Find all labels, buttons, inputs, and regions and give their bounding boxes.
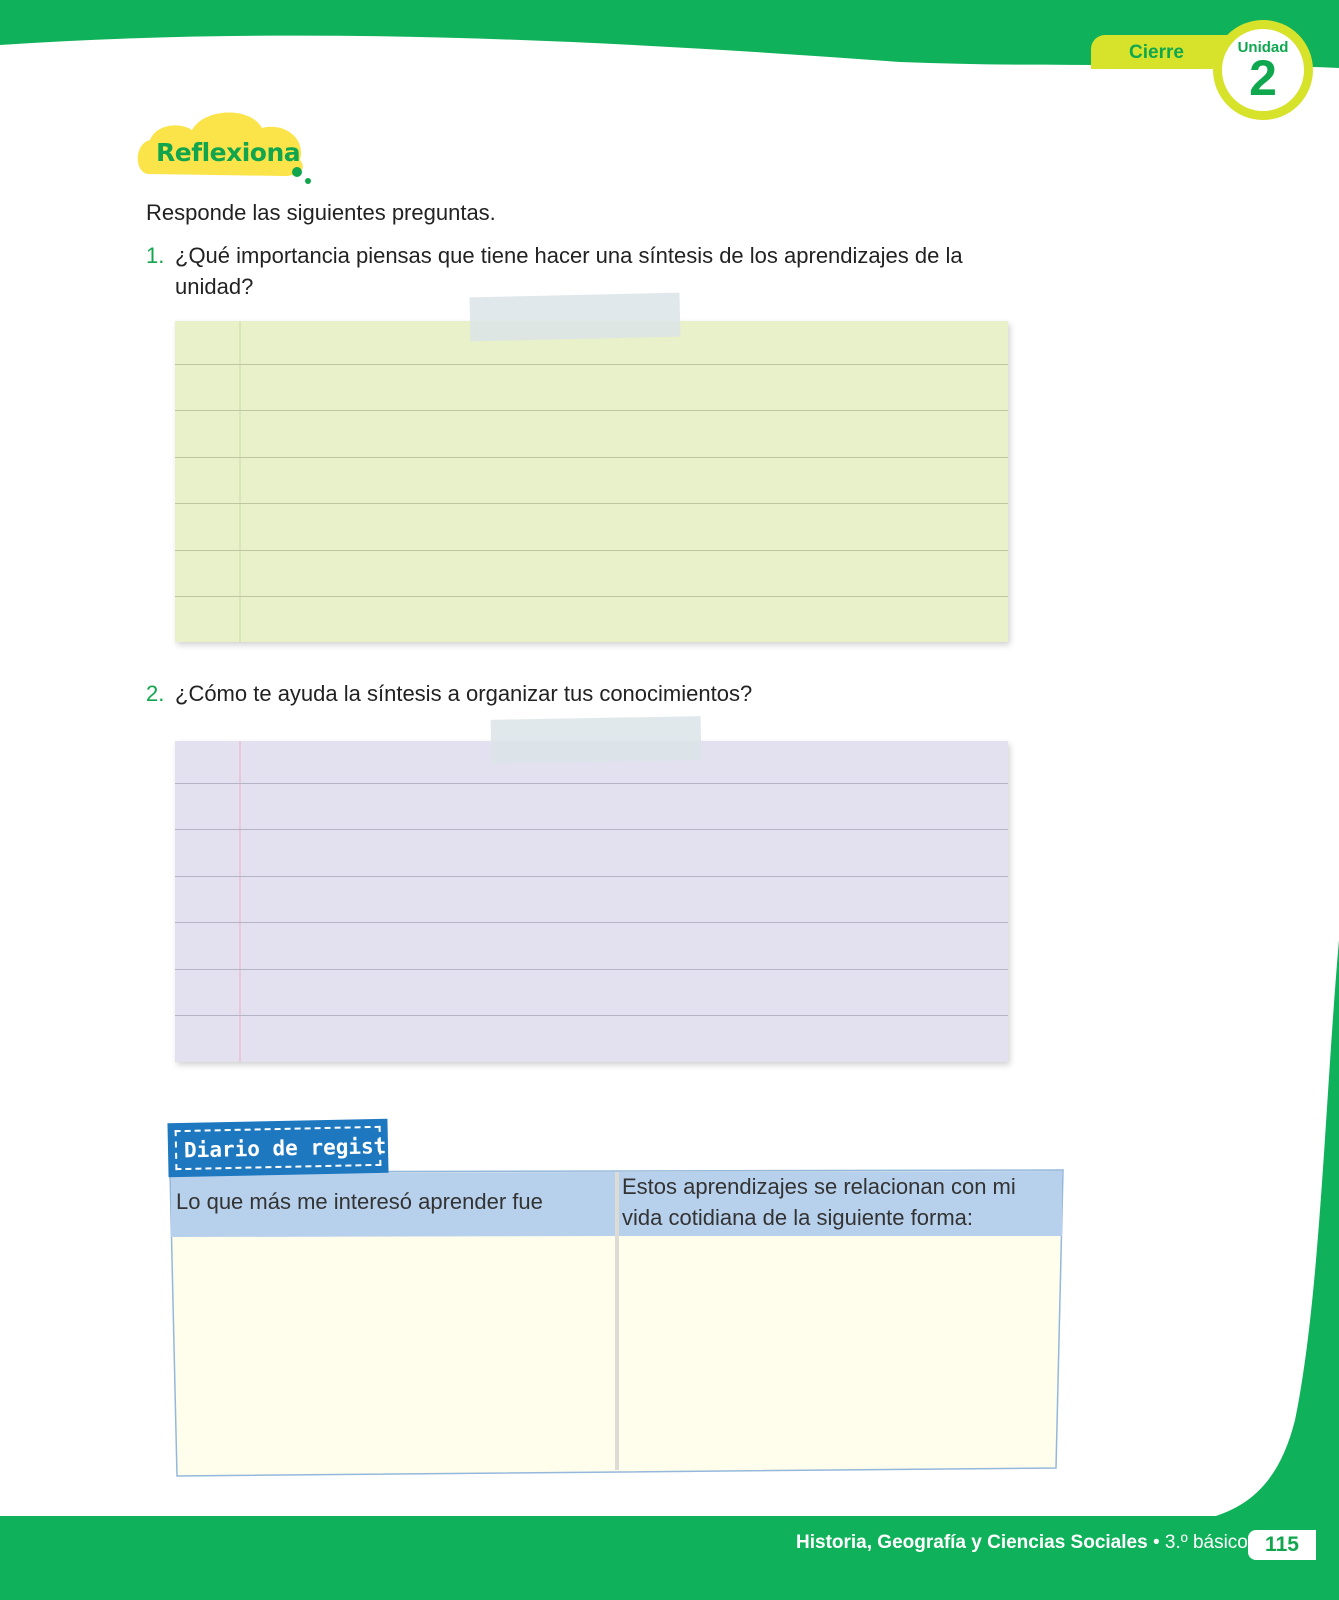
footer-grade: 3.º básico (1164, 1532, 1248, 1553)
question-text: ¿Cómo te ayuda la síntesis a organizar tus conocimientos? (175, 681, 753, 706)
section-label: Cierre (1129, 42, 1184, 63)
column-header-left: Lo que más me interesó aprender fue (176, 1189, 543, 1214)
footer-subject: Historia, Geografía y Ciencias Sociales (796, 1532, 1148, 1553)
unit-word: Unidad (1237, 39, 1289, 56)
reflexiona-label: Reflexiona (156, 138, 301, 167)
column-header-right: Estos aprendizajes se relacionan con mi vida cotidiana de la siguiente forma: (622, 1174, 1016, 1230)
question-number: 1. (146, 243, 165, 268)
footer-credit (796, 1532, 1248, 1554)
unit-number: 2 (1249, 50, 1277, 106)
question-number: 2. (146, 681, 165, 706)
footer-bullet: • (1152, 1532, 1160, 1553)
question-text: ¿Qué importancia piensas que tiene hacer una síntesis de los aprendizajes de la unidad? (175, 243, 963, 299)
instructions: Responde las siguientes preguntas. (146, 200, 496, 225)
page-number: 115 (1248, 1530, 1316, 1560)
diario-title: Diario de registro (183, 1133, 412, 1163)
